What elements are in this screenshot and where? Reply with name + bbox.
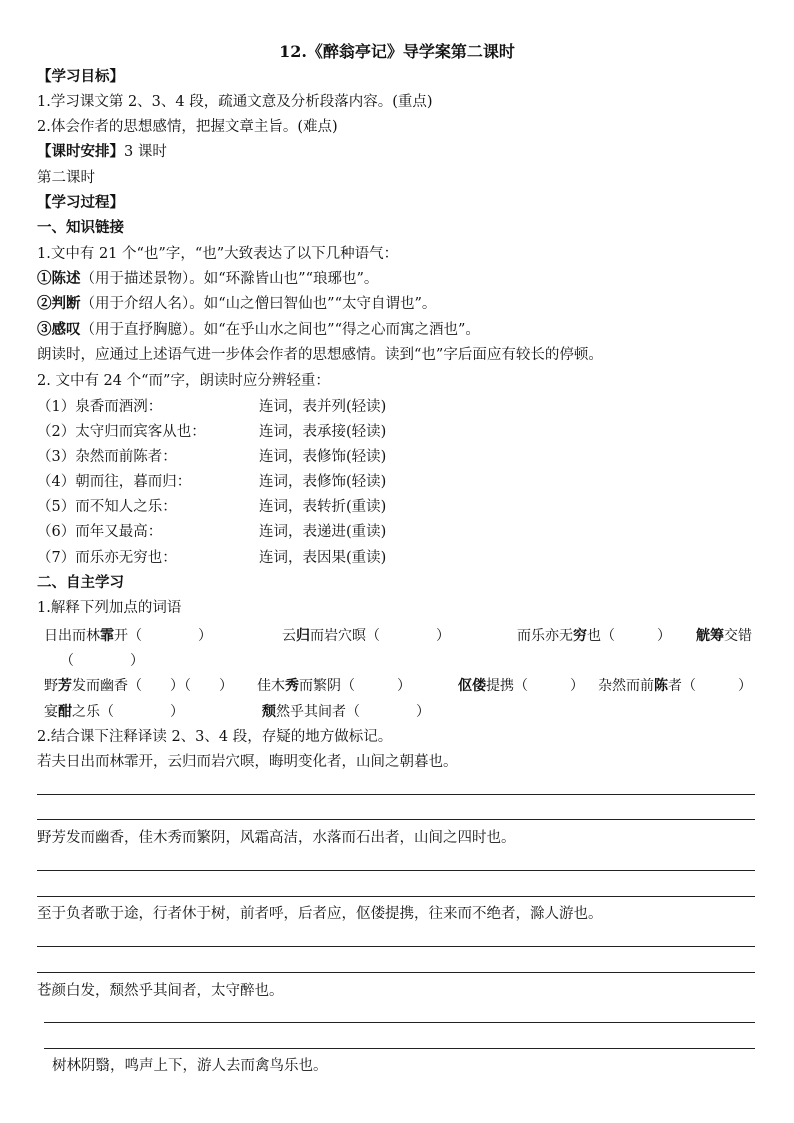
vocab-word: 穷 xyxy=(573,628,587,644)
page-title: 12.《醉翁亭记》导学案第二课时 xyxy=(279,42,515,61)
goal-item: 2.体会作者的思想感情，把握文章主旨。(难点) xyxy=(37,119,338,135)
answer-line[interactable] xyxy=(37,972,755,973)
er-phrase: （6）而年又最高： xyxy=(37,524,163,540)
vocab-word: 芳 xyxy=(58,678,72,694)
er-explain: 连词，表承接(轻读) xyxy=(259,424,387,440)
ye-item xyxy=(37,320,480,340)
er-explain: 连词，表修饰(轻读) xyxy=(259,474,387,490)
session-label: 第二课时 xyxy=(37,170,95,186)
passage-sentence: 苍颜白发，颓然乎其间者，太守醉也。 xyxy=(37,983,284,999)
vocab-blank[interactable]: 者（ ） xyxy=(668,678,752,694)
passage-sentence: 野芳发而幽香，佳木秀而繁阴，风霜高洁，水落而石出者，山间之四时也。 xyxy=(37,830,516,846)
answer-line[interactable] xyxy=(44,1022,755,1023)
vocab-word: 颓 xyxy=(262,704,276,720)
answer-line[interactable] xyxy=(37,794,755,795)
vocab-word: 陈 xyxy=(654,678,668,694)
er-explain: 连词，表并列(轻读) xyxy=(259,399,387,415)
goal-item: 1.学习课文第 2、3、4 段，疏通文意及分析段落内容。(重点) xyxy=(37,94,433,110)
answer-line[interactable] xyxy=(37,870,755,871)
passage-sentence: 若夫日出而林霏开，云归而岩穴暝，晦明变化者，山间之朝暮也。 xyxy=(37,754,458,770)
answer-line[interactable] xyxy=(44,1048,755,1049)
er-item xyxy=(37,472,387,492)
schedule-line xyxy=(37,142,167,162)
er-phrase: （2）太守归而宾客从也： xyxy=(37,424,206,440)
vocab-word: 秀 xyxy=(285,678,299,694)
vocab-word: 酣 xyxy=(58,704,72,720)
section1-heading: 一、知识链接 xyxy=(37,219,124,236)
passage-sentence: 树林阴翳，鸣声上下，游人去而禽鸟乐也。 xyxy=(52,1058,328,1074)
vocab-pre: 而乐亦无 xyxy=(517,628,573,644)
answer-line[interactable] xyxy=(37,946,755,947)
er-intro: 2. 文中有 24 个“而”字，朗读时应分辨轻重： xyxy=(37,373,330,389)
question-1: 1.解释下列加点的词语 xyxy=(37,600,182,616)
vocab-pre: 日出而林 xyxy=(44,628,100,644)
passage-sentence: 至于负者歌于途，行者休于树，前者呼，后者应，伛偻提携，往来而不绝者，滁人游也。 xyxy=(37,906,603,922)
vocab-word: 霏 xyxy=(100,628,114,644)
er-phrase: （7）而乐亦无穷也： xyxy=(37,550,177,566)
vocab-item xyxy=(44,702,184,722)
vocab-item xyxy=(44,676,233,696)
vocab-blank[interactable]: 也（ ） xyxy=(587,628,671,644)
ye-mark: ①陈述 xyxy=(37,270,81,287)
vocab-item xyxy=(44,626,212,646)
vocab-pre: 杂然而前 xyxy=(598,678,654,694)
vocab-pre: 云 xyxy=(282,628,296,644)
ye-text: （用于描述景物）。如“环滁皆山也”“琅琊也”。 xyxy=(80,271,379,287)
goals-heading: 【学习目标】 xyxy=(37,68,124,85)
ye-intro: 1.文中有 21 个“也”字，“也”大致表达了以下几种语气： xyxy=(37,246,399,262)
vocab-item xyxy=(696,626,752,646)
vocab-pre: 野 xyxy=(44,678,58,694)
process-heading: 【学习过程】 xyxy=(37,194,124,211)
vocab-item xyxy=(282,626,450,646)
ye-text: （用于介绍人名）。如“山之僧曰智仙也”“太守自谓也”。 xyxy=(80,296,437,312)
er-item xyxy=(37,522,387,542)
er-explain: 连词，表递进(重读) xyxy=(259,524,387,540)
vocab-blank[interactable]: 开（ ） xyxy=(114,628,212,644)
vocab-item xyxy=(517,626,671,646)
vocab-pre: 佳木 xyxy=(257,678,285,694)
vocab-item xyxy=(458,676,584,696)
section2-heading: 二、自主学习 xyxy=(37,574,124,591)
vocab-item xyxy=(60,651,144,671)
er-phrase: （4）朝而往，暮而归： xyxy=(37,474,192,490)
er-phrase: （5）而不知人之乐： xyxy=(37,499,177,515)
vocab-word: 觥筹 xyxy=(696,628,724,644)
vocab-item xyxy=(257,676,411,696)
vocab-word: 伛偻 xyxy=(458,678,486,694)
er-explain: 连词，表因果(重读) xyxy=(259,550,387,566)
vocab-blank[interactable]: 提携（ ） xyxy=(486,678,584,694)
er-explain: 连词，表修饰(轻读) xyxy=(259,449,387,465)
er-item xyxy=(37,548,387,568)
vocab-word: 归 xyxy=(296,628,310,644)
er-item xyxy=(37,397,387,417)
schedule-value: 3 课时 xyxy=(124,144,167,160)
ye-text: （用于直抒胸臆）。如“在乎山水之间也”“得之心而寓之酒也”。 xyxy=(80,322,480,338)
ye-item xyxy=(37,294,436,314)
vocab-blank[interactable]: 而繁阴（ ） xyxy=(299,678,411,694)
schedule-heading: 【课时安排】 xyxy=(37,143,124,160)
vocab-blank[interactable]: （ ） xyxy=(60,653,144,669)
question-2: 2.结合课下注释译读 2、3、4 段，存疑的地方做标记。 xyxy=(37,729,393,745)
answer-line[interactable] xyxy=(37,896,755,897)
vocab-item xyxy=(262,702,430,722)
ye-note: 朗读时，应通过上述语气进一步体会作者的思想感情。读到“也”字后面应有较长的停顿。 xyxy=(37,347,603,363)
er-item xyxy=(37,422,387,442)
vocab-blank[interactable]: 而岩穴暝（ ） xyxy=(310,628,450,644)
vocab-blank[interactable]: 然乎其间者（ ） xyxy=(276,704,430,720)
er-phrase: （3）杂然而前陈者： xyxy=(37,449,177,465)
er-phrase: （1）泉香而酒洌： xyxy=(37,399,163,415)
vocab-blank[interactable]: 发而幽香（ ）（ ） xyxy=(72,678,233,694)
answer-line[interactable] xyxy=(37,819,755,820)
ye-mark: ③感叹 xyxy=(37,321,81,338)
vocab-post: 交错 xyxy=(724,628,752,644)
vocab-item xyxy=(598,676,752,696)
ye-item xyxy=(37,269,378,289)
vocab-blank[interactable]: 之乐（ ） xyxy=(72,704,184,720)
ye-mark: ②判断 xyxy=(37,295,81,312)
er-explain: 连词，表转折(重读) xyxy=(259,499,387,515)
er-item xyxy=(37,497,387,517)
er-item xyxy=(37,447,387,467)
vocab-pre: 宴 xyxy=(44,704,58,720)
